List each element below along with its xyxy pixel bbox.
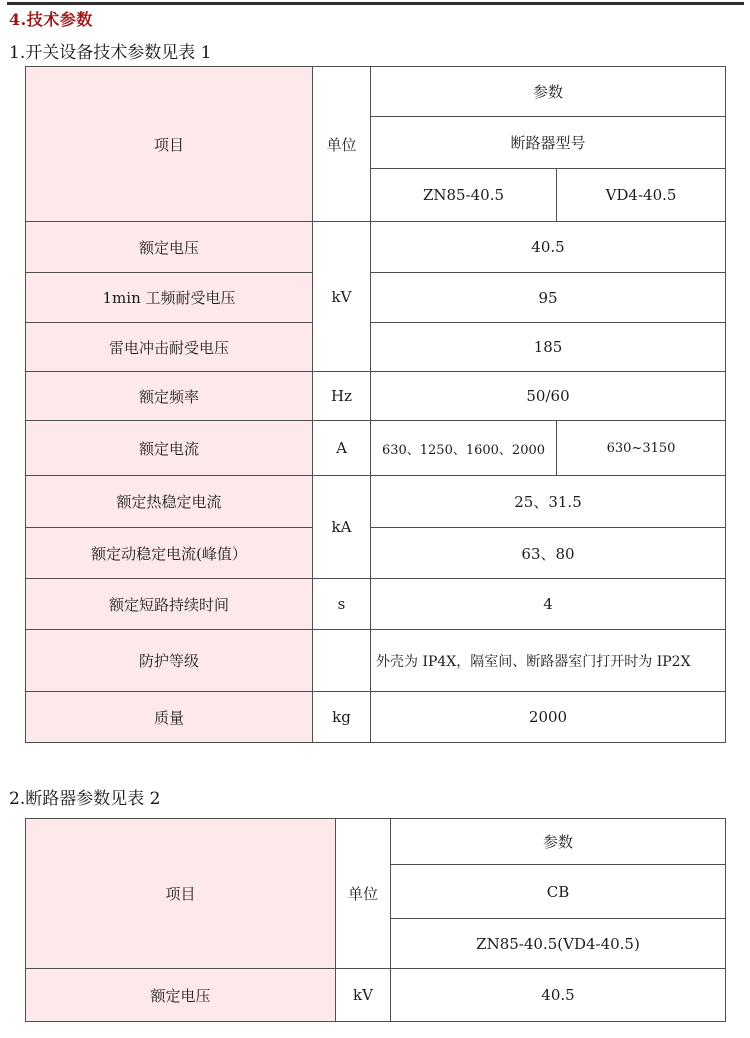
cell-item-label: 额定电压 xyxy=(26,222,313,273)
cell-item-label: 额定动稳定电流(峰值） xyxy=(26,528,313,579)
cell-value: 50/60 xyxy=(371,372,726,421)
switchgear-params-table xyxy=(25,66,726,743)
cell-item-label: 额定短路持续时间 xyxy=(26,579,313,630)
cell-value: 185 xyxy=(371,323,726,372)
breaker-params-table xyxy=(25,818,726,1022)
cell-item-label: 额定热稳定电流 xyxy=(26,476,313,528)
cell-unit: kg xyxy=(313,692,371,743)
table-row xyxy=(26,323,726,372)
table-row xyxy=(26,630,726,692)
cell-value: 40.5 xyxy=(391,969,726,1022)
table-row xyxy=(26,579,726,630)
table-row xyxy=(26,222,726,273)
header-param-label: 参数 xyxy=(391,819,726,865)
table2-caption: 2.断路器参数见表 2 xyxy=(9,789,161,809)
header-cb-label: CB xyxy=(391,865,726,919)
header-unit-label: 单位 xyxy=(313,67,371,222)
cell-unit: A xyxy=(313,421,371,476)
header-breaker-model-label: 断路器型号 xyxy=(371,117,726,169)
table-row xyxy=(26,421,726,476)
table-row xyxy=(26,692,726,743)
cell-unit xyxy=(313,630,371,692)
header-model-right: VD4-40.5 xyxy=(557,169,726,222)
table-row xyxy=(26,67,726,117)
table-row xyxy=(26,819,726,865)
cell-value: 40.5 xyxy=(371,222,726,273)
cell-value: 4 xyxy=(371,579,726,630)
header-model-label: ZN85-40.5(VD4-40.5) xyxy=(391,919,726,969)
cell-item-label: 1min 工频耐受电压 xyxy=(26,273,313,323)
header-param-label: 参数 xyxy=(371,67,726,117)
cell-unit: s xyxy=(313,579,371,630)
table-row xyxy=(26,476,726,528)
page-top-rule xyxy=(7,2,744,5)
header-model-left: ZN85-40.5 xyxy=(371,169,557,222)
table-row xyxy=(26,372,726,421)
header-item-label: 项目 xyxy=(26,67,313,222)
table-row xyxy=(26,969,726,1022)
table-row xyxy=(26,528,726,579)
cell-item-label: 额定电流 xyxy=(26,421,313,476)
cell-item-label: 额定电压 xyxy=(26,969,336,1022)
cell-value: 外壳为 IP4X，隔室间、断路器室门打开时为 IP2X xyxy=(371,630,726,692)
header-item-label: 项目 xyxy=(26,819,336,969)
cell-unit: Hz xyxy=(313,372,371,421)
cell-value-left: 630、1250、1600、2000 xyxy=(371,421,557,476)
cell-value: 25、31.5 xyxy=(371,476,726,528)
cell-item-label: 额定频率 xyxy=(26,372,313,421)
cell-value-right: 630~3150 xyxy=(557,421,726,476)
cell-item-label: 雷电冲击耐受电压 xyxy=(26,323,313,372)
cell-unit: kV xyxy=(336,969,391,1022)
section-heading: 4.技术参数 xyxy=(9,10,93,29)
cell-value: 63、80 xyxy=(371,528,726,579)
cell-unit: kA xyxy=(313,476,371,579)
cell-item-label: 防护等级 xyxy=(26,630,313,692)
cell-item-label: 质量 xyxy=(26,692,313,743)
table-row xyxy=(26,273,726,323)
cell-value: 95 xyxy=(371,273,726,323)
cell-unit: kV xyxy=(313,222,371,372)
table1-caption: 1.开关设备技术参数见表 1 xyxy=(9,43,212,63)
cell-value: 2000 xyxy=(371,692,726,743)
header-unit-label: 单位 xyxy=(336,819,391,969)
